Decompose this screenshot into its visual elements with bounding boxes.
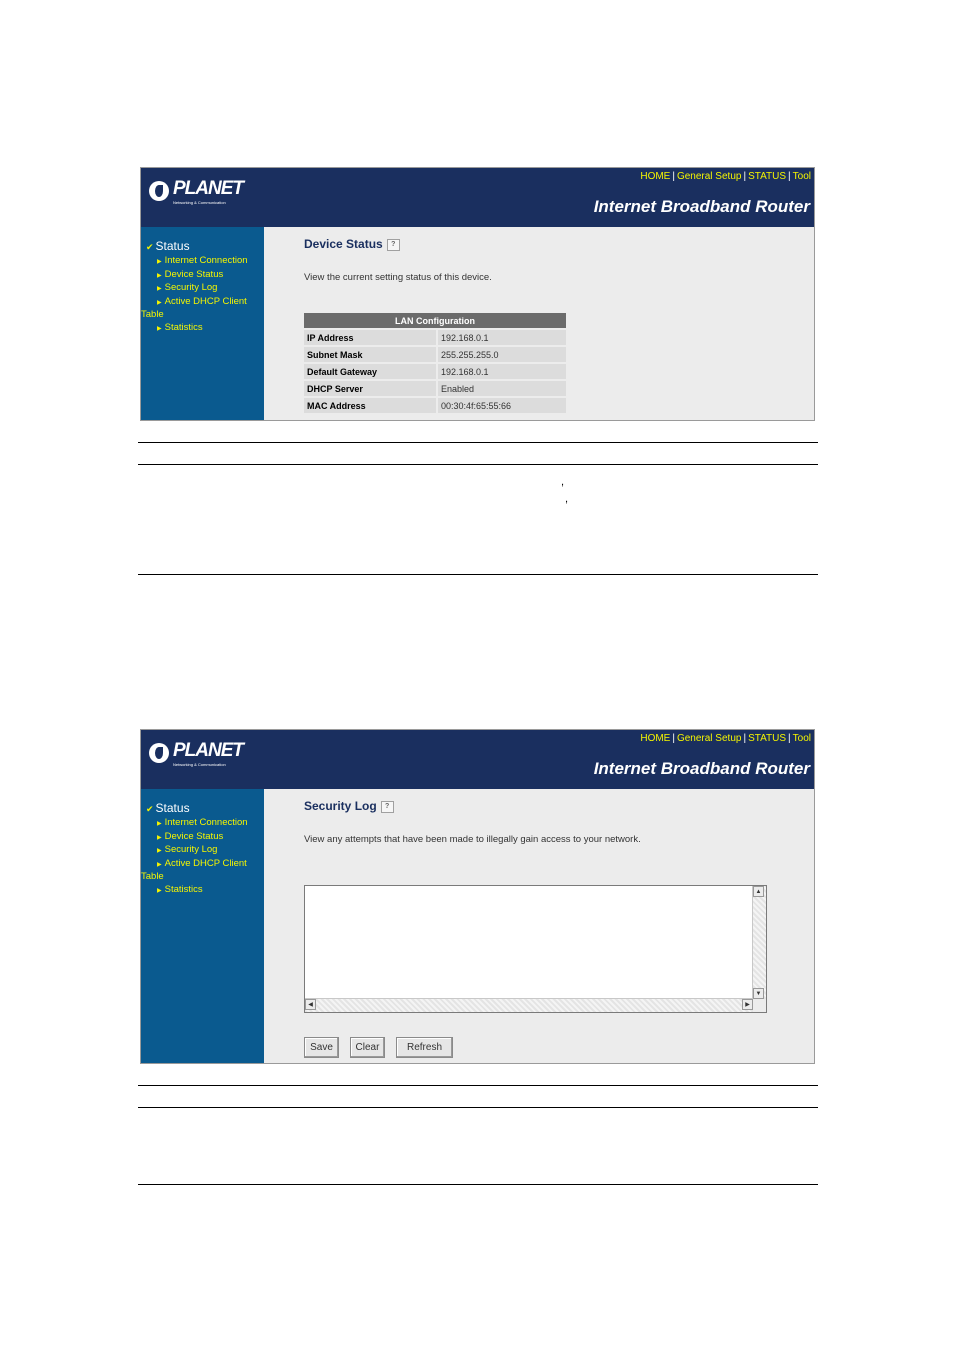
- header: [141, 730, 814, 789]
- arrow-right-icon: ▶: [157, 887, 162, 894]
- divider: [138, 464, 818, 465]
- nav-general-setup[interactable]: General Setup: [676, 171, 742, 182]
- sidebar-item-active-dhcp-client-table[interactable]: ▶ Active DHCP Client Table: [141, 857, 247, 882]
- check-icon: ✔: [146, 804, 154, 814]
- sidebar: [141, 789, 264, 1063]
- sidebar-item-statistics[interactable]: ▶ Statistics: [157, 883, 203, 895]
- check-icon: ✔: [146, 242, 154, 252]
- sidebar-item-statistics[interactable]: ▶ Statistics: [157, 321, 203, 333]
- top-nav: HOME | General Setup | STATUS | Tool: [640, 171, 811, 182]
- page-description: View the current setting status of this device.: [304, 272, 492, 283]
- scroll-up-icon[interactable]: ▲: [753, 886, 764, 897]
- sidebar-item-internet-connection[interactable]: ▶ Internet Connection: [157, 255, 248, 266]
- sidebar-item-internet-connection[interactable]: ▶ Internet Connection: [157, 817, 248, 828]
- arrow-right-icon: ▶: [157, 299, 162, 306]
- sidebar-heading: ✔ Status: [146, 239, 190, 253]
- planet-logo-icon: [149, 743, 169, 763]
- top-nav: HOME | General Setup | STATUS | Tool: [640, 733, 811, 744]
- lan-configuration-table: [304, 311, 566, 415]
- nav-tool[interactable]: Tool: [792, 171, 811, 182]
- table-row: MAC Address 00:30:4f:65:55:66: [304, 398, 566, 413]
- refresh-button[interactable]: Refresh: [396, 1037, 453, 1058]
- horizontal-scrollbar[interactable]: [305, 998, 753, 1012]
- header: [141, 168, 814, 227]
- planet-logo-icon: [149, 181, 169, 201]
- sidebar: [141, 227, 264, 420]
- scrollbar-corner: [753, 999, 766, 1012]
- arrow-right-icon: ▶: [157, 325, 162, 332]
- main-content: [264, 227, 814, 420]
- table-row: Subnet Mask 255.255.255.0: [304, 347, 566, 362]
- divider: [138, 1184, 818, 1185]
- arrow-right-icon: ▶: [157, 286, 162, 292]
- divider: [138, 1107, 818, 1108]
- product-name: Internet Broadband Router: [593, 759, 810, 778]
- vertical-scrollbar[interactable]: [752, 886, 766, 999]
- arrow-right-icon: ▶: [157, 834, 162, 841]
- page-title: Device Status ?: [304, 237, 400, 251]
- table-row: IP Address 192.168.0.1: [304, 330, 566, 345]
- sidebar-menu: [141, 255, 263, 335]
- scroll-down-icon[interactable]: ▼: [753, 988, 764, 999]
- sidebar-heading: ✔ Status: [146, 801, 190, 815]
- nav-home[interactable]: HOME: [640, 733, 671, 744]
- comma-mark: ,: [561, 476, 565, 488]
- nav-status[interactable]: STATUS: [748, 171, 787, 182]
- arrow-right-icon: ▶: [157, 259, 162, 265]
- arrow-right-icon: ▶: [157, 272, 162, 279]
- sidebar-item-device-status[interactable]: ▶ Device Status: [157, 268, 224, 280]
- help-icon[interactable]: ?: [381, 801, 394, 813]
- nav-home[interactable]: HOME: [640, 171, 671, 182]
- help-icon[interactable]: ?: [387, 239, 400, 251]
- sidebar-item-active-dhcp-client-table[interactable]: ▶ Active DHCP Client Table: [141, 295, 247, 320]
- nav-status[interactable]: STATUS: [748, 733, 787, 744]
- clear-button[interactable]: Clear: [350, 1037, 385, 1058]
- planet-logo: PLANET Networking & Communication: [149, 178, 244, 214]
- table-row: DHCP Server Enabled: [304, 381, 566, 396]
- sidebar-item-security-log[interactable]: ▶ Security Log: [157, 282, 218, 293]
- page-description: View any attempts that have been made to illegally gain access to your network.: [304, 834, 641, 845]
- comma-mark: ,: [565, 493, 569, 505]
- divider: [138, 1085, 818, 1086]
- security-log-textarea[interactable]: [304, 885, 767, 1013]
- security-log-screenshot: [140, 729, 815, 1064]
- table-row: Default Gateway 192.168.0.1: [304, 364, 566, 379]
- sidebar-item-security-log[interactable]: ▶ Security Log: [157, 844, 218, 855]
- arrow-right-icon: ▶: [157, 848, 162, 854]
- divider: [138, 442, 818, 443]
- sidebar-item-device-status[interactable]: ▶ Device Status: [157, 830, 224, 842]
- sidebar-menu: [141, 817, 263, 897]
- product-name: Internet Broadband Router: [593, 197, 810, 216]
- arrow-right-icon: ▶: [157, 821, 162, 827]
- divider: [138, 574, 818, 575]
- device-status-screenshot: [140, 167, 815, 421]
- save-button[interactable]: Save: [304, 1037, 339, 1058]
- arrow-right-icon: ▶: [157, 861, 162, 868]
- page-title: Security Log ?: [304, 799, 394, 813]
- nav-tool[interactable]: Tool: [792, 733, 811, 744]
- scroll-left-icon[interactable]: ◀: [305, 999, 316, 1010]
- lan-table-header: LAN Configuration: [304, 313, 566, 328]
- main-content: [264, 789, 814, 1063]
- scroll-right-icon[interactable]: ▶: [742, 999, 753, 1010]
- planet-logo: PLANET Networking & Communication: [149, 740, 244, 776]
- nav-general-setup[interactable]: General Setup: [676, 733, 742, 744]
